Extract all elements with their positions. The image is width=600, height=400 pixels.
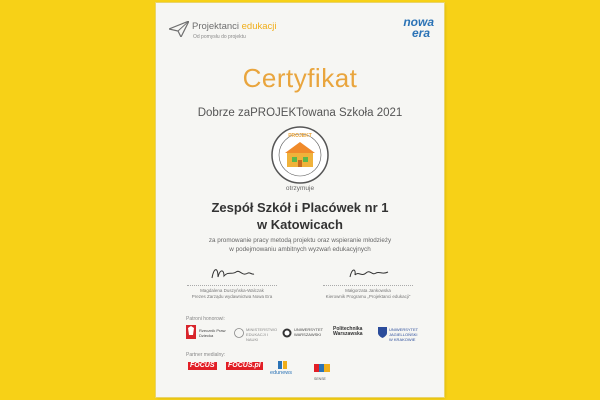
edunews-logo: edunews (270, 370, 293, 376)
receives-label: otrzymuje (285, 185, 315, 192)
patrons-label: Patroni honorowi: (186, 316, 225, 322)
signature-line (323, 285, 413, 286)
sense-icon (314, 364, 330, 372)
sense-logo: SENSE (314, 359, 330, 373)
focus-logo: FOCUS (190, 362, 215, 369)
media-partners-logos (186, 358, 416, 381)
edunews-icon (278, 360, 288, 370)
signature-right: Małgorzata Jankowska Kierownik Programu „Projektanci edukacji” (308, 263, 428, 300)
eagle-emblem-icon (186, 325, 196, 339)
certificate (156, 3, 444, 397)
brand-tagline: Od pomysłu do projektu (193, 34, 246, 40)
handwritten-signature (338, 263, 398, 283)
signature-left: Magdalena Duszyńska-Walczak Prezes Zarządu wydawnictwa Nowa Era (172, 263, 292, 300)
signature-line (187, 285, 277, 286)
badge-text: PROJEKT (288, 133, 312, 139)
award-reason: za promowanie pracy metodą projektu oraz wspieranie młodzieży w podejmowaniu ambitnych wyzwań edukacyjnych (208, 237, 392, 253)
brand-name: Projektanci edukacji (192, 21, 277, 32)
handwritten-signature (202, 263, 262, 283)
focus-pl-logo: FOCUS.pl (228, 362, 261, 369)
patron-logo: UNIWERSYTET JAGIELLOŃSKI W KRAKOWIE (378, 325, 418, 345)
certificate-header (166, 16, 434, 50)
paper-plane-icon (169, 21, 189, 37)
patrons-logos (186, 325, 419, 347)
patron-logo: UNIWERSYTET WARSZAWSKI (282, 325, 326, 345)
university-emblem-icon (282, 328, 292, 338)
recipient-name: Zespół Szkół i Placówek nr 1 w Katowicach (211, 200, 389, 232)
jagiellonian-crest-icon (378, 327, 387, 338)
projektanci-edukacji-logo (166, 16, 306, 46)
patron-logo: MINISTERSTWO EDUKACJI I NAUKI (234, 325, 276, 345)
school-badge-icon (270, 125, 330, 185)
media-partners-label: Partner medialny: (186, 352, 226, 358)
patron-logo: Politechnika Warszawska (333, 326, 363, 337)
certificate-title: Certyfikat (242, 63, 358, 93)
patron-logo: Rzecznik Praw Dziecka (186, 325, 226, 345)
nowa-era-logo: nowa era (403, 15, 434, 40)
ministry-emblem-icon (234, 328, 244, 338)
certificate-subtitle: Dobrze zaPROJEKTowana Szkoła 2021 (197, 107, 403, 119)
